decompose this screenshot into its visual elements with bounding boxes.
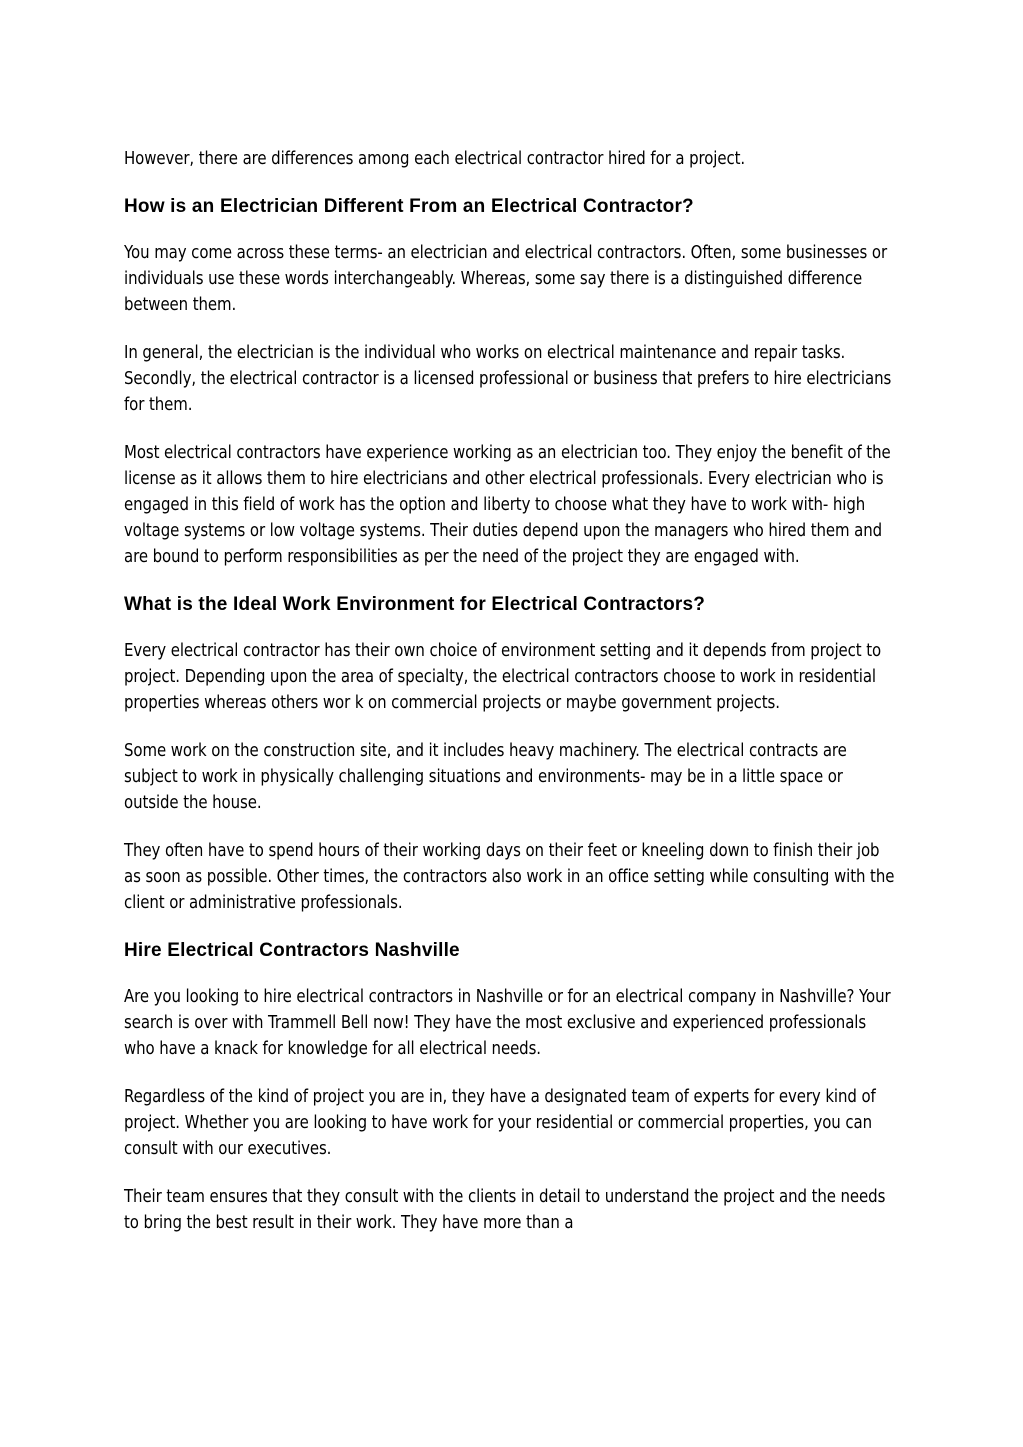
paragraph-looking-to-hire: Are you looking to hire electrical contractors in Nashville or for an electrical company in Nashville? Your search is over with Trammell Bell now! They have the most exclusive and experienced professionals who have a knack for knowledge for all electrical needs. (124, 987, 891, 1059)
paragraph-environment-choice: Every electrical contractor has their own choice of environment setting and it depends from project to project. Depending upon the area of specialty, the electrical contractors choose to work in residential properties whereas others wor k on commercial projects or maybe government projects. (124, 641, 882, 713)
paragraph-intro: However, there are differences among each electrical contractor hired for a project. (124, 149, 746, 169)
paragraph-terms: You may come across these terms- an electrician and electrical contractors. Often, some businesses or individuals use these words interchangeably. Whereas, some say there is a distinguished difference between them. (124, 243, 888, 315)
paragraph-working-hours: They often have to spend hours of their working days on their feet or kneeling down to finish their job as soon as possible. Other times, the contractors also work in an office setting while consulting with the client or administrative professionals. (124, 841, 895, 913)
paragraph-general: In general, the electrician is the individual who works on electrical maintenance and repair tasks. Secondly, the electrical contractor is a licensed professional or business that prefers to hire electricians for them. (124, 343, 892, 415)
paragraph-experience: Most electrical contractors have experience working as an electrician too. They enjoy the benefit of the license as it allows them to hire electricians and other electrical professionals. Every electrician who is engaged in this field of work has the option and liberty to choose what they have to work with- high voltage systems or low voltage systems. Their duties depend upon the managers who hired them and are bound to perform responsibilities as per the need of the project they are engaged with. (124, 443, 891, 567)
paragraph-team-ensures: Their team ensures that they consult with the clients in detail to understand the project and the needs to bring the best result in their work. They have more than a (124, 1187, 886, 1233)
paragraph-designated-team: Regardless of the kind of project you are in, they have a designated team of experts for every kind of project. Whether you are looking to have work for your residential or commercial properties, you can consult with our executives. (124, 1087, 876, 1159)
heading-work-environment: What is the Ideal Work Environment for Electrical Contractors? (124, 594, 706, 615)
heading-electrician-vs-contractor: How is an Electrician Different From an Electrical Contractor? (124, 196, 694, 217)
document-page (124, 146, 899, 1258)
paragraph-construction-site: Some work on the construction site, and it includes heavy machinery. The electrical contracts are subject to work in physically challenging situations and environments- may be in a little space or outside the house. (124, 741, 847, 813)
heading-hire-nashville: Hire Electrical Contractors Nashville (124, 940, 460, 961)
